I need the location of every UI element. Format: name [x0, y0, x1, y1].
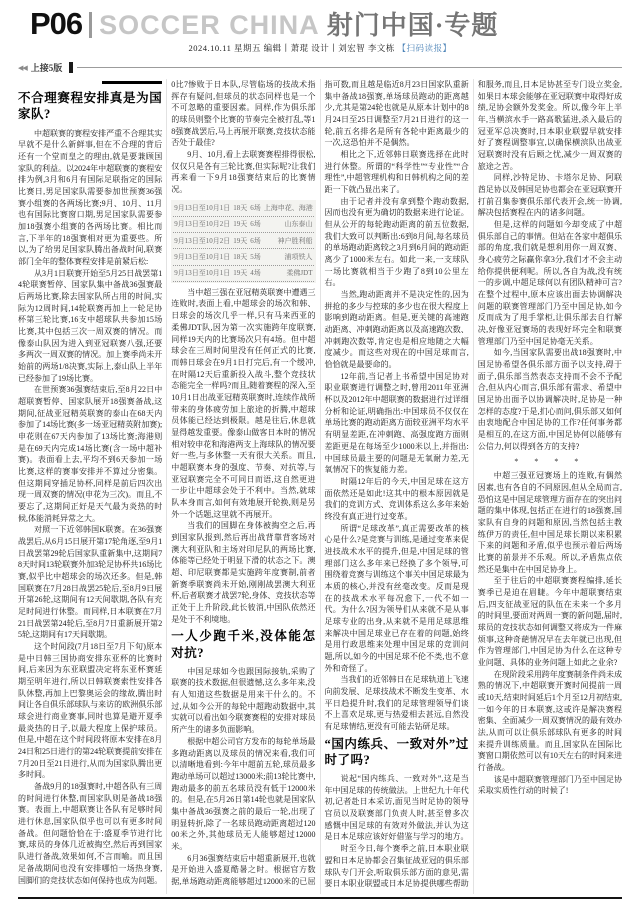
table-cell-days: 18天 — [233, 252, 248, 261]
continued-label: 上接5版 — [30, 63, 63, 73]
article-columns — [18, 79, 622, 899]
body-paragraph: 中超联赛的赛程安排严重不合理其实早就不是什么新鲜事,但在不合理的背后还有一个堂而皇之的理由,就是要兼顾国家队的利益。以2024年中超联赛的赛程安排为例,3月和6月有国际足联指定的国际比赛日,男足国家队需要参加世预赛36强赛小组赛的各两场比赛;9月、10月、11月也有国际比赛窗口期,男足国家队需要参加18强赛小组赛的各两场比赛。相比而言,下半年的18强赛相对更为重要些。所以,为了给男足国家队腾出备战时间,联赛部门全年的整体赛程安排是前紧后松: — [18, 128, 163, 266]
table-cell-date: 9月13日至10月2日 — [174, 220, 231, 229]
body-paragraph: 根据中超公司官方发布的每轮单场最多跑动距离以及球员的情况来看,我们可以清晰地看到:今年中超前五轮,球员最多跑动单场可以超过13000米;前13轮比赛中,跑动最多的前五名球员没有低于12000米的。但是,在5月26日第14轮也就是国家队集中备战36强赛之前的最后一轮,出现了明显转折,除了一名球员跑动距离超过12000米之外,其他球员无人能够超过12000米。 — [171, 736, 316, 851]
table-cell-games: 5场 — [250, 252, 261, 261]
table-cell-date: 9月13日至10月1日 — [174, 269, 231, 278]
table-cell-games: 6场 — [250, 236, 261, 245]
dateline — [0, 42, 640, 54]
body-paragraph: 该是中超联赛管理部门乃至中国足协采取实质性行动的时候了! — [477, 774, 622, 796]
section-headline: 一人少跑千米,没体能怎对抗? — [171, 629, 316, 660]
table-cell-team: 神户胜利船 — [277, 236, 313, 245]
body-paragraph: 6月36强赛结束后中超重新展开,也就是开始进入盛夏酷暑之时。根据官方数据,单场跑动距离能够超过12000米的已屈指可数,而且越是临近8月23日国家队重新集中备战18强赛,单场球员跑动的距离越少,尤其是第24轮也就是从原本计划中的8月24日至25日调整至7月21日进行的这一轮,前五名排名是所有各轮中距离最少的一次,这恐怕并不是偶然。 — [171, 80, 469, 886]
table-row — [173, 249, 313, 265]
body-paragraph: 当我们的近邻韩日在足球轨道上飞速向前发展、足球技战术不断发生变革、水平日趋提升时,我们的足球管理领导们谈不上喜欢足球,更与热爱相去甚远,自然没有足球情结,更没有可能去钻研足球。 — [324, 675, 469, 731]
body-paragraph: 当我们的国脚在身体被掏空之后,再到国家队报到,然后再出战背靠背客场对澳大利亚队和主场对印尼队的两场比赛,体能等已经处于明显下滑的状态之下。澳超、印尼联赛都是实施跨年度赛制,前者新赛季联赛尚未开始,刚刚战罢澳大利亚杯,后者联赛才战罢7轮,身体、竞技状态等正处于上升阶段,此长彼消,中国队依然还是处于不利境地。 — [171, 521, 316, 624]
table-cell-team: 浦项铁人 — [284, 252, 313, 261]
section-star-divider: * * * * — [514, 456, 586, 466]
table-cell-team: 柔佛JDT — [286, 269, 313, 278]
body-paragraph: 当然,跑动距离并不是决定性的,因为拼抢的多少与控球的多少也在很大程度上影响到跑动距离。但是,更关键的高速跑动距离、冲刺跑动距离以及高速跑次数、冲刺跑次数等,肯定也是相应地随之大幅度减少。而这些对现在的中国足球而言,恰恰就是最要命的。 — [324, 290, 469, 370]
table-cell-team: 上海申花、海港 — [263, 204, 313, 213]
body-paragraph: 中国足球如今也跟国际接轨,采购了联赛的技术数据,但很遗憾,这么多年来,没有人知道这些数据是用来干什么的。不过,从如今公开的每轮中超跑动数据中,其实就可以看出如今联赛赛程的安排对球员所产生的诸多负面影响。 — [171, 666, 316, 735]
body-paragraph: 至于往后的中超联赛赛程编排,延长赛季已是迫在眉睫。今年中超联赛结束后,四支征战亚冠的队伍在未来一个多月的时间里,要面对两周一赛的新问题,届时,球员的竞技状态如何调整又将成为一件麻烦事,这种奇葩情况早在去年就已出现,但作为管理部门,中国足协为什么在这种专业问题、具体的业务问题上如此之业余? — [477, 576, 622, 667]
table-cell-days: 19天 — [233, 220, 248, 229]
body-paragraph: 12年前,当记者上书希望中国足协对职业联赛进行调整之时,曾用2011年亚洲杯以及2012年中超联赛的数据进行过详细分析和论证,明确指出:中国球员不仅仅在单场比赛的跑动距离方面较亚洲平均水平有明显差距,在冲刺跑、高强度跑方面则差距更是在每场至少1000米以上,并指出:中国球员最主要的问题是无氧耐力差,无氧情况下的恢复能力差。 — [324, 371, 469, 475]
table-row — [173, 217, 313, 233]
body-paragraph: 但是,这样的问题如今却变成了中超俱乐部自己的事情。但站在各家中超俱乐部的角度,我们就是想利用你一周双赛、身心疲劳之际赢你拿3分,我们才不会主动给你提供便利呢。所以,各自为战,没有统一的步调,中超足球何以有团队精神可言?在整个过程中,原本应该出面去协调解决问题的联赛管理部门乃至中国足协,如今反而成为了甩手掌柜,让俱乐部去自行解决,好像亚冠赛场的表现好坏完全和联赛管理部门乃至中国足协毫无关系。 — [477, 220, 622, 346]
body-paragraph: 由于记者并没有拿到整个跑动数据,因而也没有更为确切的数据来进行论证。但从公开的每轮跑动距离的前五位数据,我们大致可以判断出:6到8月间,每名球员的单场跑动距离较之3月到6月间的跑动距离少了1000米左右。如此一来,一支球队一场比赛就相当于少跑了8到10公里左右。 — [324, 196, 469, 288]
table-cell-team: 山东泰山 — [284, 220, 313, 229]
body-paragraph: 所谓“足球改革”,真正需要改革的核心是什么?是竞赛与训练,是通过变革来促进技战术水平的提升,但是,中国足球的管理部门这么多年来已经换了多个领导,可围绕着竞赛与训练这个事关中国足球最为本质的核心,并没有丝毫改变。反而是现在的技战术水平每况愈下,一代不如一代。为什么?因为领导们从来就不是从事足球专业的出身,从来就不是用足球思维来解决中国足球业已存在着的问题,始终是用行政思维来处理中国足球的竞训问题,所以,如今的中国足球不伦不类,也不意外和奇怪了。 — [324, 523, 469, 673]
dateline-extra: 【扫码读报】 — [397, 43, 452, 53]
table-cell-days: 19天 — [233, 269, 248, 278]
body-paragraph: 在现阶段采用跨年度赛制条件尚未成熟的情况下,中超联赛开赛时间提前一周或10天,结束时间延后1个月至12月初结束,一如今年的日本联赛,这或许是解决赛程密集、全面减少一周双赛情况的最有效办法,从而可以让俱乐部球队有更多的时间来提升训练质量。而且,国家队在国际比赛窗口期依然可以有10天左右的时间来进行备战。 — [477, 669, 622, 772]
table-cell-games: 6场 — [250, 220, 261, 229]
table-cell-games: 4场 — [250, 269, 261, 278]
body-paragraph: 对照一下近邻韩国K联赛。在36强赛战罢后,从6月15日展开第17轮角逐,至9月1日战罢第29轮后国家队重新集中,这期间78天时间13轮联赛外加3轮足协杯共16场比赛,似乎比中超球会的场次还多。但是,韩国联赛在7月28日战罢25轮后,至8月9日展开第26轮,这期间有12天间歇期,各队有充足时间进行休整。而同样,日本联赛在7月21日战罢第24轮后,至8月7日重新展开第25轮,这期间有17天间歇期。 — [18, 525, 163, 640]
section-headline: 不合理赛程安排真是为国家队? — [18, 91, 163, 122]
schedule-table — [171, 200, 315, 283]
body-paragraph: 同样,沙特足协、卡塔尔足协、阿联酋足协以及韩国足协也都会在亚冠联赛开打前召集参赛俱乐部代表开会,统一协调,解决包括赛程在内的诸多问题。 — [477, 173, 622, 218]
table-cell-date: 9月13日至10月2日 — [174, 236, 231, 245]
masthead — [0, 0, 640, 54]
body-paragraph: 这个时间段(7月18日至7月下旬)原本是中日韩三国协商安排东亚杯的比赛时间,后来因为东亚联盟决定将东亚杯赛延期至明年进行,所以日韩联赛索性安排各队休整,再加上巴黎奥运会的缘故,腾出时间让各自俱乐部球队与来访的欧洲俱乐部球会进行商业赛事,同时也算是避开夏季最炎热的日子,以最大程度上保护球员。但是,中超在这个时间段将原本安排在8月24日和25日进行的第24轮联赛提前安排在7月20日至21日进行,从而为国家队腾出更多时间。 — [18, 642, 163, 780]
masthead-divider — [89, 12, 92, 38]
table-cell-days: 19天 — [233, 236, 248, 245]
page-title: 射门中国·专题 — [326, 11, 499, 40]
body-paragraph: 时至今日,每个赛季之前,日本职业联盟和日本足协都会召集征战亚冠的俱乐部球队专门开会,听取俱乐部方面的意见,需要日本职业联盟或日本足协提供哪些帮助和服务,而且,日本足协甚至专门设立奖金,如果日本球会能够在亚冠联赛中取得好成绩,足协会额外发奖金。所以,像今年上半年,当横滨水手一路高歌猛进,杀入最后的冠亚军总决赛时,日本职业联盟早就安排好了赛程调整事宜,以确保横滨队出战亚冠联赛时没有后顾之忧,减少一周双赛的旅途之苦。 — [324, 80, 622, 889]
table-row — [173, 233, 313, 249]
rule-tick — [69, 62, 73, 73]
body-paragraph: 相比之下,近邻韩日联赛选择在此时进行休整。所谓的“科学性”“专业性”“合理性”,中超管理机构和日韩机构之间的差距一下就凸显出来了。 — [324, 150, 469, 195]
body-paragraph: 当中超三强在亚冠精英联赛中遭遇三连败时,表面上看,中超球会的场次和韩、日球会的场次几乎一样,只有马来西亚的柔佛JDT队,因为第一次实施跨年度联赛,同样19天内的比赛场次只有4场。但中超球会在三周时间里没有任何正式的比赛,而韩日球会在9月1日打完后,有一个缓冲,在时隔12天后重新投入战斗,整个竞技状态能完全一样吗?而且,随着赛程的深入,至10月1日出战亚冠精英联赛时,连续作战所带来的身体疲劳加上旅途的折腾,中超球员体能已经达到极限。越是往后,休息就显得越发重要。像泰山做客日本时的情况相对较申花和海港两支上海球队的情况要好一些,与多休整一天有很大关系。而且,中超联赛本身的强度、节奏、对抗等,与亚冠联赛完全不可同日而语,这自然更进一步让中超球会处于不利中。当然,就球队本身而言,如何有效地展开轮换,则是另外一个话题,这里就不再展开。 — [171, 287, 316, 519]
body-paragraph: 9月、10月,看上去联赛赛程排得很松,仅仅只是各有三轮比赛,但实际呢?让我们再来看一下9月18强赛结束后的比赛情况。 — [171, 150, 316, 195]
body-paragraph: 时隔12年后的今天,中国足球在这方面依然还是如此!这其中的根本原因就是我们的竞训方式、竞训体系这么多年来始终没有真正进行过变革。 — [324, 476, 469, 521]
body-paragraph: 在世预赛36强赛结束后,至8月22日中超联赛暂停、国家队展开18强赛备战,这期间,征战亚冠精英联赛的泰山在68天内参加了14场比赛(多一场亚冠精英附加赛);申花则在67天内参加了13场比赛;海港则是在69天内完成14场比赛(含一场中超补赛)。表面看上去,平均不到6天参加一场比赛,这样的赛事安排并不算过分密集。但这期间穿插足协杯,同样是前后四次出现一周双赛的情况(申花为三次)。而且,不要忘了,这期间正好是天气最为炎热的时候,体能消耗异常之大。 — [18, 385, 163, 523]
body-paragraph: 从3月1日联赛开始至5月25日战罢第14轮联赛暂停、国家队集中备战36强赛最后两场比赛,除去国家队所占用的时间,实际为12周时间,14轮联赛再加上一轮足协杯第三轮比赛,16支中超球队共参加15场比赛,其中包括三次一周双赛的情况。而像泰山队因为进入到亚冠联赛八强,还要多两次一周双赛的情况。加上赛季尚未开始前的两场1/8决赛,实际上,泰山队上半年已经参加了19场比赛。 — [18, 268, 163, 383]
body-paragraph: 如今,当国家队需要出战18强赛时,中国足协希望各俱乐部方面予以支持,碍于面子,俱乐部当然表态支持而不会不予配合,但从内心而言,俱乐部有需求、希望中国足协出面予以协调解决时,足协是一种怎样的态度?于是,扪心而问,俱乐部又如何由衷地配合中国足协的工作?任何事务都是相互的,在这方面,中国足协何以能够有公信力,何以得到各方的支持? — [477, 348, 622, 451]
continued-arrow-icon: ◀◀ — [18, 63, 27, 72]
table-row — [173, 266, 313, 282]
body-paragraph: 中超三强亚冠赛场上的连败,有偶然因素,也有各自的不同原因,但从全局而言,恐怕这是中国足球管理方面存在的突出问题的集中体现,包括正在进行的18强赛,国家队有自身的问题和原因,当然包括主教练伊万的责任,但中国足球长期以来积累下来的问题和矛盾,似乎也预示着后两场比赛的前景并不乐观。所以,矛盾焦点依然还是集中在中国足协身上。 — [477, 471, 622, 574]
table-cell-date: 9月13日至10月1日 — [174, 204, 231, 213]
dateline-text: 2024.10.11 星期五 编辑丨萧琨 设计丨刘宏智 李文栋 — [188, 43, 395, 53]
body-paragraph: 备战9月的18强赛时,中超各队有三周的时间进行休整,而国家队则是备战18强赛。表面上,中超联赛让各队有足够时间进行休息,国家队似乎也可以有更多时间备战。但问题恰恰在于:盛夏季节进行比赛,球员的身体几近被掏空,然后再到国家队进行备战,效果如何,不言而喻。而且国足备战期间也没有安排哪怕一场热身赛,国脚们的竞技状态如何保持也成为问题。0比7惨败于日本队,尽管临场的技战术指挥存有疑问,但球员的状态同样也是一个不可忽略的重要因素。同样,作为俱乐部的球员则整个比赛的节奏完全被打乱,等18强赛战罢后,马上再展开联赛,竞技状态能否处于最佳? — [18, 80, 316, 885]
table-cell-days: 18天 — [233, 204, 248, 213]
section-headline: “国内练兵、一致对外”过时了吗? — [324, 736, 469, 767]
headline-rule — [102, 81, 163, 84]
table-cell-date: 9月13日至10月1日 — [174, 252, 231, 261]
table-row — [173, 201, 313, 217]
brand-name: SOCCER CHINA — [99, 10, 320, 40]
body-paragraph: 说起“国内练兵、一致对外”,这是当年中国足球的传统做法。上世纪九十年代初,记者赴日本采访,面见当时足协的领导官员以及联赛部门负责人时,甚至曾多次感慨中国足球的有效对外做法,并认为这是日本足球应该好好借鉴与学习的地方。 — [324, 774, 469, 842]
continued-from-rule — [18, 61, 622, 74]
rule-line — [77, 67, 622, 68]
page-number: P06 — [30, 6, 83, 41]
table-cell-games: 6场 — [250, 204, 261, 213]
